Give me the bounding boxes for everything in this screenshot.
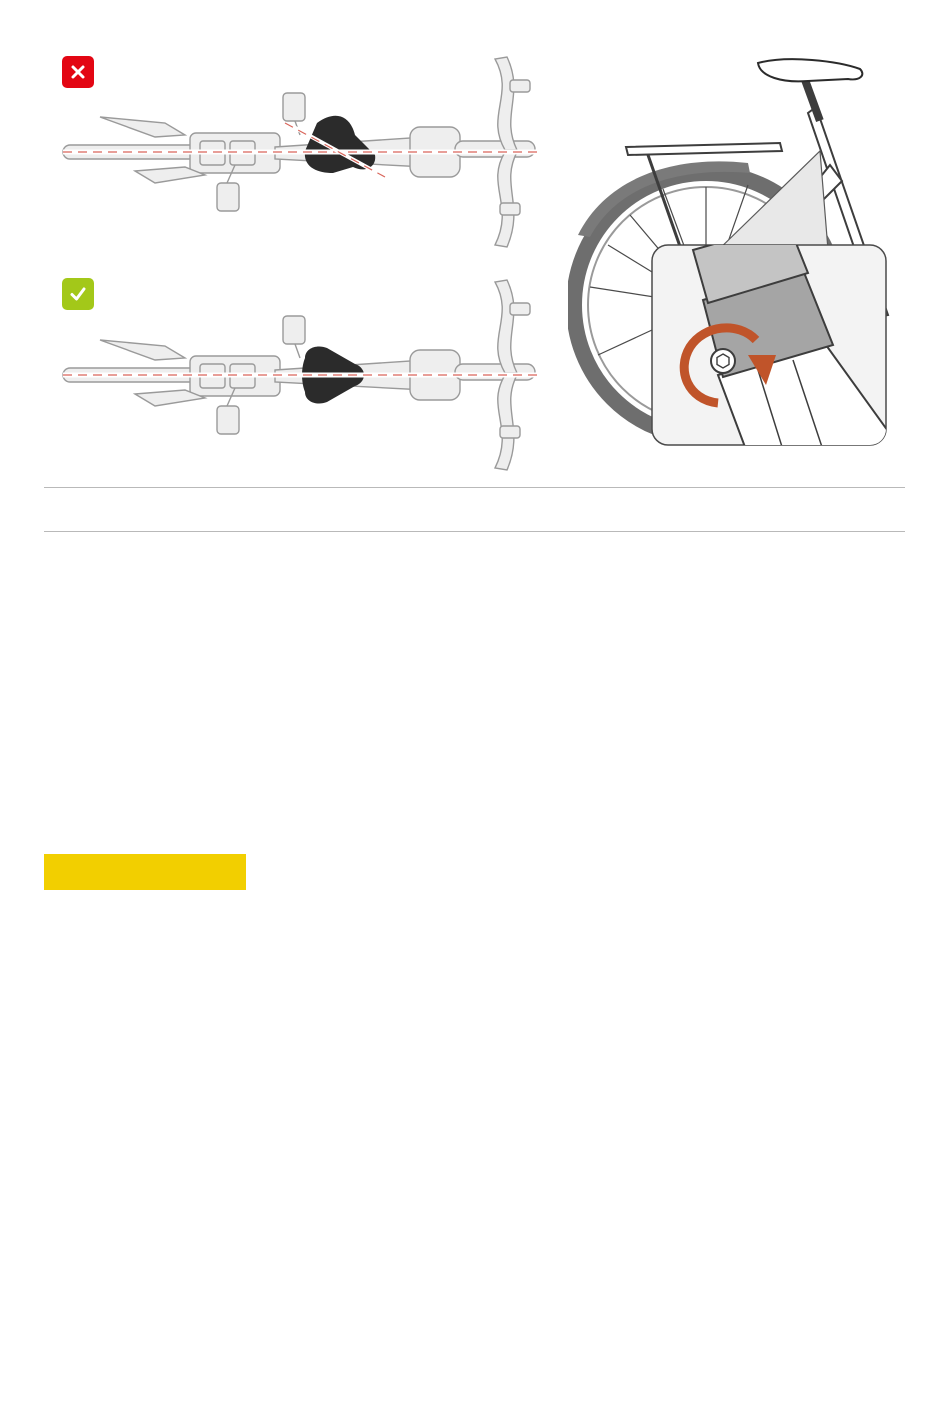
saddle [758,59,862,81]
divider-bottom [44,531,905,532]
bicycle-top-view-correct [55,278,545,478]
divider-top [44,487,905,488]
seat-clamp-tightening-illustration [568,55,898,450]
section-highlight-bar [44,854,246,890]
bicycle-top-view-incorrect [55,55,545,255]
